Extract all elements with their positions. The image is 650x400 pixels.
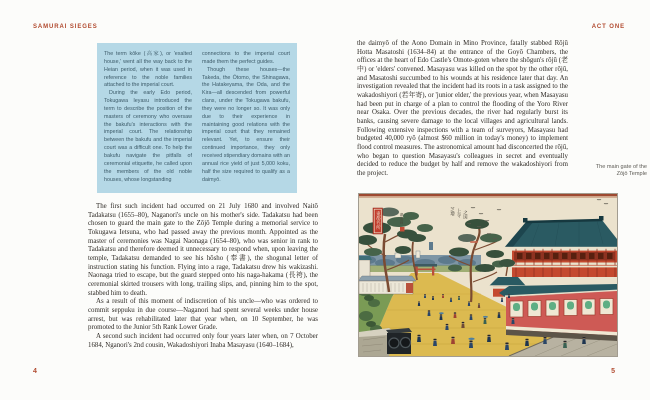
info-box-column-1: [104, 51, 192, 185]
left-page-number: 4: [33, 368, 37, 375]
info-box-column-2: [202, 51, 290, 185]
body-paragraph: As a result of this moment of indiscretion of his uncle—who was ordered to commit seppuku in due course—Naganori had spent several weeks under house arrest, but was rehabilitated later that year when, on 10 September, he was promoted to the Junior 5th Rank Lower Grade.: [88, 298, 318, 332]
print-temple-wall: [499, 284, 617, 341]
right-page: [325, 0, 650, 400]
print-signature-text: 廣重画: [400, 213, 404, 224]
body-paragraph: the daimyō of the Aono Domain in Mino Province, fatally stabbed Rōjū Hotta Masatoshi (1634–84) at the entrance of the Goyō Chambers, the offices at the heart of Edo Castle's Omote-goten where the shōgun's rōjū (老中) or 'elders' convened. Masayasu was killed on the spot by the other rōjū, and Masatoshi succumbed to his wounds at his residence later that day. An investigation revealed that the incident had its roots in a task assigned to the wakadoshiyori (若年寄), or 'junior elder,' the previous year, when Masayasu had been put in charge of a plan to control the flooding of the Yoro River near Osaka. Over the previous decades, the river had regularly burst its banks, causing severe damage to the local villages and agricultural lands. Following extensive inspections with a team of surveyors, Masayasu had budgeted 40,000 ryō (almost $60 million in today's money) to implement flood control measures. The astronomical amount had disconcerted the rōjū, who began to question Masayasu's colleagues in secret and eventually decided to reduce the budget by half and remove the wakadoshiyori from the project.: [357, 40, 568, 177]
right-running-head: ACT ONE: [591, 24, 625, 30]
body-paragraph: A second such incident had occurred only four years later when, on 7 October 1684, Nganori's 2nd cousin, Wakadoshiyori Inaba Masayasu (1640–1684),: [88, 332, 318, 349]
right-page-number: 5: [611, 368, 615, 375]
info-box-paragraph: During the early Edo period, Tokugawa Ieyasu introduced the term to describe the position of the masters of ceremony who oversaw the bakufu's interactions with the imperial court. The relationship between the bakufu and the imperial court was a difficult one. To help the bakufu navigate the pitfalls of ceremonial etiquette, he called upon the members of the old noble houses, whose longstanding: [104, 90, 192, 183]
print-cartouche-text: 東都名所: [375, 211, 381, 230]
info-box-paragraph: Though these houses—the Takeda, the Ōtomo, the Shinagawa, the Hatakeyama, the Oda, and the Kira—all descended from powerful clans, under the Tokugawa bakufu, they were no longer so. It was only due to their experience in maintaining good relations with the imperial court that they remained relevant. Yet, to ensure their continued importance, they only received stipendiary domains with an annual rice yield of just 5,000 koku, half the size required to qualify as a daimyō.: [202, 66, 290, 183]
print-title-column: 上寺: [456, 208, 461, 218]
left-body-text: [88, 203, 318, 350]
left-running-head: SAMURAI SIEGES: [33, 24, 98, 30]
print-caption: The main gate of the Zōjō Temple: [595, 164, 647, 178]
print-cartouche: [373, 208, 383, 234]
info-box-paragraph: The term kōke (高家), or 'exalted house,' went all the way back to the Heian period, when it was used in reference to the noble families attached to the imperial court.: [104, 51, 192, 89]
print-title-column: 芝増: [449, 207, 455, 216]
woodblock-print-image: [358, 193, 618, 357]
print-cistern: [386, 328, 412, 354]
right-body-text: [357, 40, 568, 179]
print-title-column: 之図: [462, 210, 468, 219]
info-box-paragraph: connections to the imperial court made them the perfect guides.: [202, 51, 290, 65]
body-paragraph: The first such incident had occurred on 21 July 1680 and involved Naitō Tadakatsu (1655–80), Naganori's uncle on his mother's side. Tadakatsu had been chosen to guard the main gate to the Zōjō Temple during a memorial service to Tokugawa Ietsuna, who had passed away the previous month. Appointed as the master of ceremonies was Nagai Naonaga (1654–80), who was senior in rank to Tadakatsu and therefore deemed it unnecessary to respond when, upon leaving the temple, Tadakatsu demanded to see his hōsho (奉書), the shogunal letter of instruction stating his function. Flying into a rage, Tadakatsu drew his wakizashi. Naonaga tried to escape, but the guard stepped onto his naga-hakama (長袴), the ceremonial skirted trousers with long, trailing slips, and, pinning him to the spot, stabbed him to death.: [88, 203, 318, 297]
sidebar-info-box: [97, 43, 297, 193]
